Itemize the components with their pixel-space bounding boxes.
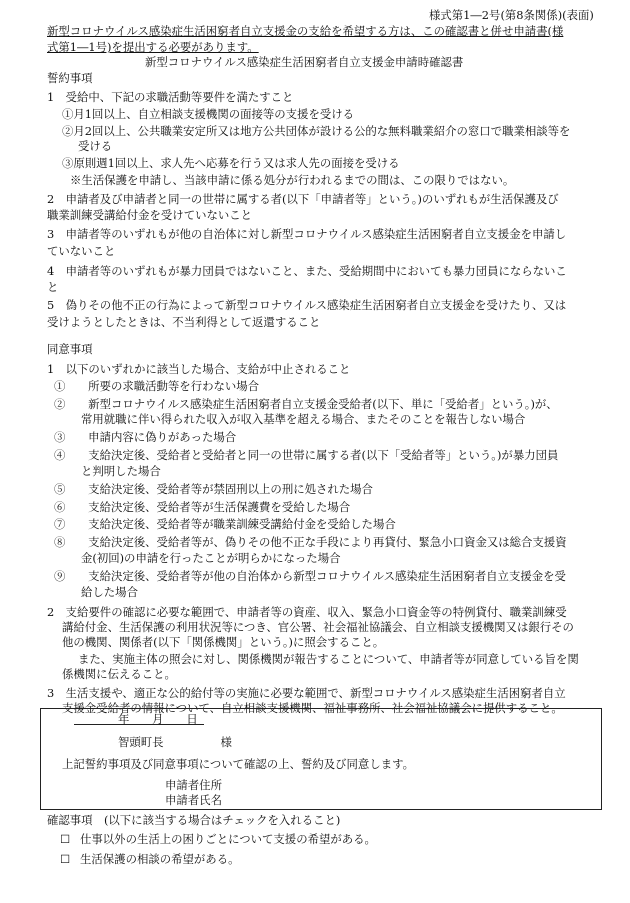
pledge-line: 3 申請者等のいずれもが他の自治体に対し新型コロナウイルス感染症生活困窮者自立支援金を申請し xyxy=(47,227,567,241)
consent-line: 1 以下のいずれかに該当した場合、支給が中止されること xyxy=(47,362,351,376)
consent-line: ⑤ 支給決定後、受給者等が禁固刑以上の刑に処された場合 xyxy=(54,482,373,496)
consent-line: ⑧ 支給決定後、受給者等が、偽りその他不正な手段により再貸付、緊急小口資金又は総合支援資 xyxy=(54,535,567,549)
notice-line-2: 式第1―1号)を提出する必要があります。 xyxy=(47,40,259,54)
consent-line: 係機関に伝えること。 xyxy=(62,667,176,681)
consent-line: ③ 申請内容に偽りがあった場合 xyxy=(54,430,237,444)
consent-line: 金(初回)の申請を行ったことが明らかになった場合 xyxy=(81,551,341,565)
checkbox-welfare[interactable]: ☐ xyxy=(60,852,71,866)
consent-line: 常用就職に伴い得られた収入が収入基準を超える場合、またそのことを報告しない場合 xyxy=(81,412,526,426)
pledge-line: 4 申請者等のいずれもが暴力団員ではないこと、また、受給期間中においても暴力団員にならないこ xyxy=(47,264,567,278)
consent-line: ② 新型コロナウイルス感染症生活困窮者自立支援金受給者(以下、単に「受給者」という。)が、 xyxy=(54,397,558,411)
confirm-item-support: 仕事以外の生活上の困りごとについて支援の希望がある。 xyxy=(80,832,376,846)
consent-line: 2 支給要件の確認に必要な範囲で、申請者等の資産、収入、緊急小口資金等の特例貸付、職業訓練受 xyxy=(47,605,567,619)
consent-line: 他の機関、関係者(以下「関係機関」という。)に照会すること。 xyxy=(62,635,385,649)
pledge-line: ※生活保護を申請し、当該申請に係る処分が行われるまでの間は、この限りではない。 xyxy=(70,173,515,187)
consent-line: と判明した場合 xyxy=(81,464,161,478)
date-label: 年 月 日 xyxy=(118,712,198,726)
consent-line: ⑨ 支給決定後、受給者等が他の自治体から新型コロナウイルス感染症生活困窮者自立支援金を受 xyxy=(54,569,566,583)
consent-line: 講給付金、生活保護の利用状況等につき、官公署、社会福祉協議会、自立相談支援機関又は銀行その xyxy=(62,620,574,634)
consent-line: また、実施主体の照会に対し、関係機関が報告することについて、申請者等が同意している旨を関 xyxy=(78,652,579,666)
pledge-line: 5 偽りその他不正の行為によって新型コロナウイルス感染症生活困窮者自立支援金を受けたり、又は xyxy=(47,298,567,312)
pledge-line: 2 申請者及び申請者と同一の世帯に属する者(以下「申請者等」という。)のいずれもが生活保護及び xyxy=(47,192,559,206)
pledge-line: ②月2回以上、公共職業安定所又は地方公共団体が設ける公的な無料職業紹介の窓口で職業相談等を xyxy=(62,124,571,138)
checkbox-support[interactable]: ☐ xyxy=(60,832,71,846)
document-title: 新型コロナウイルス感染症生活困窮者自立支援金申請時確認書 xyxy=(145,55,464,69)
pledge-line: と xyxy=(47,280,59,294)
pledge-line: 受ける xyxy=(78,139,113,153)
pledge-line: ③原則週1回以上、求人先へ応募を行う又は求人先の面接を受ける xyxy=(62,156,400,170)
address-label[interactable]: 申請者住所 xyxy=(165,778,222,792)
pledge-line: 受けようとしたときは、不当利得として返還すること xyxy=(47,315,321,329)
addressee: 智頭町長 様 xyxy=(118,735,232,749)
consent-line: ⑥ 支給決定後、受給者等が生活保護費を受給した場合 xyxy=(54,500,351,514)
consent-line: ⑦ 支給決定後、受給者等が職業訓練受講給付金を受給した場合 xyxy=(54,517,396,531)
consent-line: ④ 支給決定後、受給者と受給者と同一の世帯に属する者(以下「受給者等」という。)が暴力団員 xyxy=(54,448,559,462)
name-label[interactable]: 申請者氏名 xyxy=(165,793,222,807)
consent-line: ① 所要の求職活動等を行わない場合 xyxy=(54,379,260,393)
pledge-line: 1 受給中、下記の求職活動等要件を満たすこと xyxy=(47,90,294,104)
pledge-heading: 誓約事項 xyxy=(47,71,93,85)
confirm-heading: 確認事項 (以下に該当する場合はチェックを入れること) xyxy=(47,813,341,827)
notice-line-1: 新型コロナウイルス感染症生活困窮者自立支援金の支給を希望する方は、この確認書と併せ申請書(様 xyxy=(47,24,564,38)
pledge-line: ①月1回以上、自立相談支援機関の面接等の支援を受ける xyxy=(62,107,355,121)
pledge-line: 職業訓練受講給付金を受けていないこと xyxy=(47,208,253,222)
consent-statement: 上記誓約事項及び同意事項について確認の上、誓約及び同意します。 xyxy=(62,757,414,771)
form-number: 様式第1―2号(第8条関係)(表面) xyxy=(429,8,594,22)
consent-line: 3 生活支援や、適正な公的給付等の実施に必要な範囲で、新型コロナウイルス感染症生活困窮者自立 xyxy=(47,686,566,700)
consent-line: 支援金受給者の情報について、自立相談支援機関、福祉事務所、社会福祉協議会に提供すること。 xyxy=(62,701,563,715)
consent-heading: 同意事項 xyxy=(47,342,93,356)
pledge-line: ていないこと xyxy=(47,244,116,258)
confirm-item-welfare: 生活保護の相談の希望がある。 xyxy=(80,852,240,866)
consent-line: 給した場合 xyxy=(81,585,138,599)
